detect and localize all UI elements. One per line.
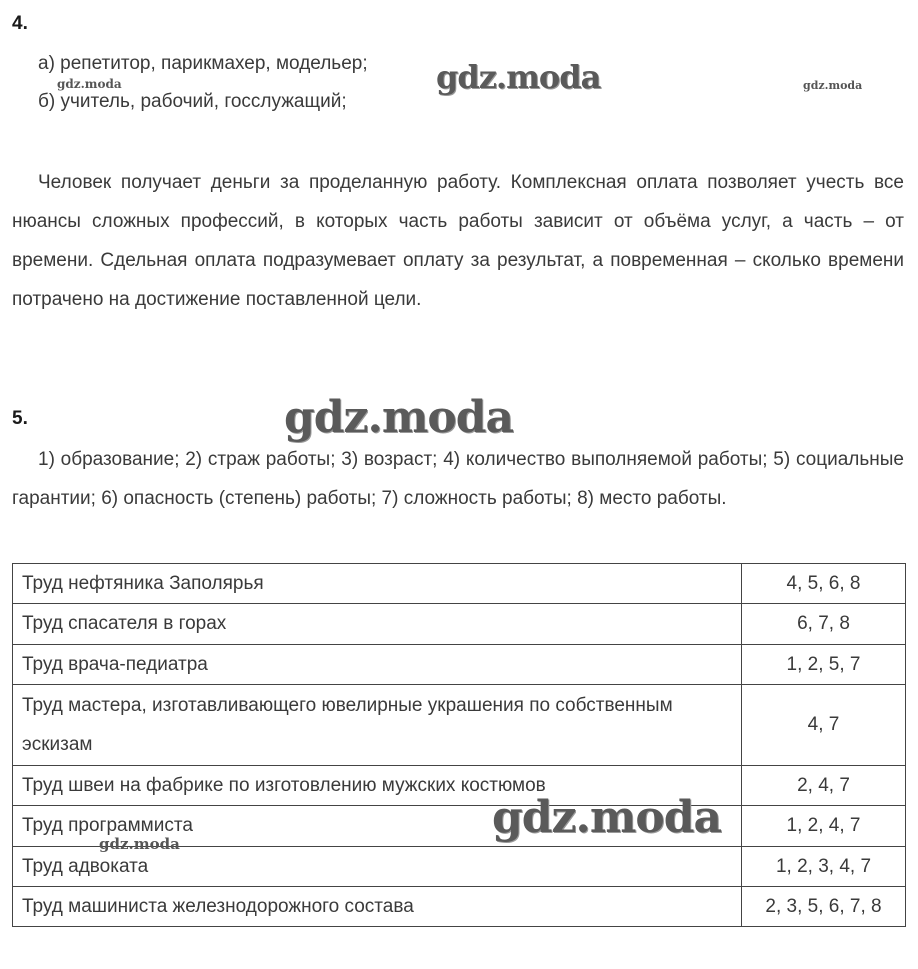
watermark-small: gdz.moda [57, 77, 122, 91]
section-4-line-b: б) учитель, рабочий, госслужащий; [38, 91, 347, 112]
row-value: 1, 2, 3, 4, 7 [742, 847, 906, 887]
row-label: Труд нефтяника Заполярья [13, 564, 742, 604]
watermark-small: gdz.moda [99, 835, 180, 853]
watermark-large: gdz.moda [492, 792, 722, 843]
table-row [13, 645, 906, 685]
labor-factors-table [12, 563, 906, 927]
watermark-large: gdz.moda [436, 58, 601, 96]
row-label: Труд адвоката [13, 847, 742, 887]
row-label: Труд врача-педиатра [13, 645, 742, 685]
row-value: 2, 4, 7 [742, 766, 906, 806]
row-value: 1, 2, 5, 7 [742, 645, 906, 685]
row-value: 4, 7 [742, 685, 906, 766]
table-row [13, 887, 906, 927]
section-4-number: 4. [12, 13, 28, 34]
row-label: Труд программиста [13, 806, 742, 847]
watermark-large: gdz.moda [284, 392, 514, 443]
row-label: Труд машиниста железнодорожного состава [13, 887, 742, 927]
row-value: 4, 5, 6, 8 [742, 564, 906, 604]
row-label: Труд мастера, изготавливающего ювелирные украшения по собственным эскизам [13, 685, 742, 766]
section-5-factors: 1) образование; 2) страж работы; 3) возраст; 4) количество выполняемой работы; 5) социальные гарантии; 6) опасность (степень) работы; 7) сложность работы; 8) место работы. [12, 449, 904, 509]
row-value: 2, 3, 5, 6, 7, 8 [742, 887, 906, 927]
row-value: 6, 7, 8 [742, 604, 906, 645]
table-row [13, 685, 906, 766]
row-label: Труд спасателя в горах [13, 604, 742, 645]
watermark-small: gdz.moda [803, 79, 863, 92]
section-5-number: 5. [12, 408, 28, 429]
section-4-line-a: а) репетитор, парикмахер, модельер; [38, 53, 368, 74]
table-row [13, 564, 906, 604]
table-row [13, 766, 906, 806]
table-row [13, 604, 906, 645]
row-value: 1, 2, 4, 7 [742, 806, 906, 847]
section-4-paragraph: Человек получает деньги за проделанную работу. Комплексная оплата позволяет учесть все нюансы сложных профессий, в которых часть работы зависит от объёма услуг, а часть – от времени. Сдельная оплата подразумевает оплату за результат, а повременная – сколько времени потрачено на достижение поставленной цели. [12, 172, 904, 310]
row-label: Труд швеи на фабрике по изготовлению мужских костюмов [13, 766, 742, 806]
